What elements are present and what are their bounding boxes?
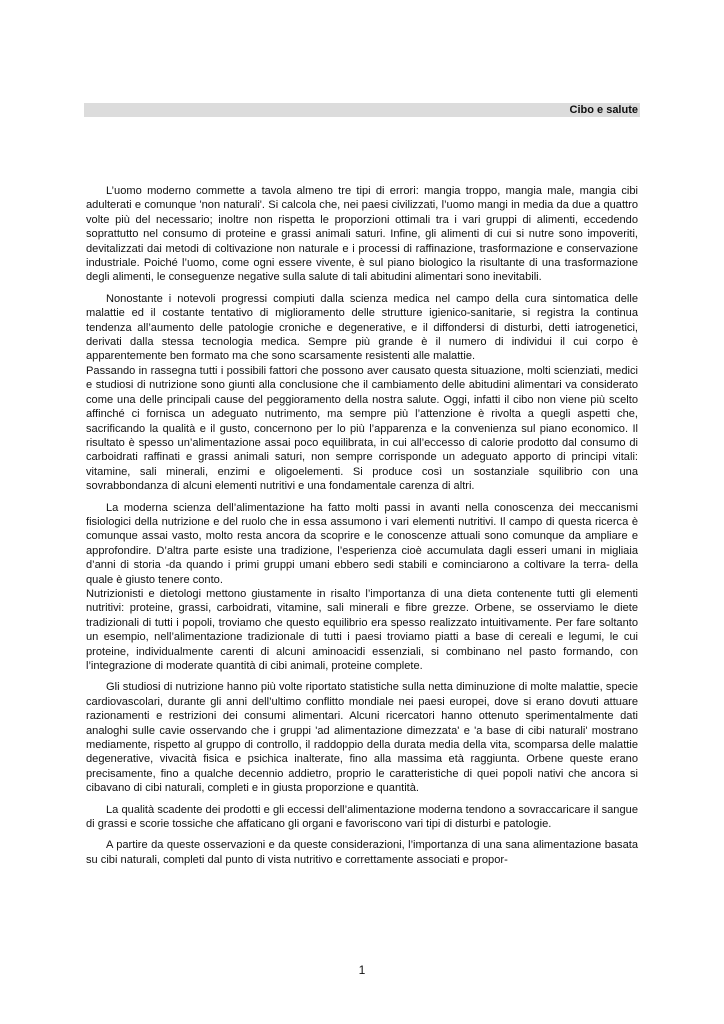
paragraph: Gli studiosi di nutrizione hanno più volte riportato statistiche sulla netta diminuzione di molte malattie, specie cardiovascolari, durante gli anni dell’ultimo conflitto mondiale nei paesi europei, dove si erano dovuti attuare razionamenti e restrizioni dei consumi alimentari. Alcuni ricercatori hanno ottenuto sperimentalmente dati analoghi sulle cavie osservando che i gruppi 'ad alimentazione dimezzata' e 'a base di cibi naturali' mostrano mediamente, rispetto al gruppo di controllo, il raddoppio della durata media della vita, scomparsa delle malattie degenerative, vivacità fisica e psichica inalterate, fino alla massima età raggiunta. Orbene queste erano precisamente, fino a qualche decennio addietro, proprio le caratteristiche di quei popoli nativi che ancora si cibavano di cibi naturali, completi e in giusta proporzione e quantità. (86, 681, 638, 795)
document-body (86, 184, 638, 874)
paragraph: L’uomo moderno commette a tavola almeno tre tipi di errori: mangia troppo, mangia male, mangia cibi adulterati e comunque 'non naturali'. Si calcola che, nei paesi civilizzati, l’uomo mangi in media da due a quattro volte più del necessario; inoltre non rispetta le proporzioni ottimali tra i vari gruppi di alimenti, eccedendo soprattutto nel consumo di proteine e grassi animali saturi. Infine, gli alimenti di cui si nutre sono impoveriti, devitalizzati dai metodi di coltivazione non naturale e i processi di raffinazione, trasformazione e conservazione industriale. Poiché l’uomo, come ogni essere vivente, è sul piano biologico la risultante di una trasformazione degli alimenti, le conseguenze negative sulla salute di tali abitudini alimentari sono inevitabili. (86, 185, 638, 284)
page-number: 1 (358, 963, 366, 977)
paragraph: Passando in rassegna tutti i possibili fattori che possono aver causato questa situazione, molti scienziati, medici e studiosi di nutrizione sono giunti alla conclusione che il cambiamento delle abitudini alimentari va considerato come una delle principali cause del peggioramento della nostra salute. Oggi, infatti il cibo non viene più scelto affinché ci fornisca un adeguato nutrimento, ma sempre più l’attenzione è rivolta a quegli aspetti che, sacrificando la qualità e il gusto, concernono per lo più l’apparenza e la convenienza sul piano economico. Il risultato è spesso un’alimentazione assai poco equilibrata, in cui all’eccesso di calorie prodotto dal consumo di carboidrati raffinati e grassi animali saturi, non sempre corrisponde un adeguato apporto di principi vitali: vitamine, sali minerali, enzimi e oligoelementi. Si produce così un sostanziale squilibrio con una sovrabbondanza di alcuni elementi nutritivi e una fondamentale carenza di altri. (86, 364, 638, 493)
paragraph: La moderna scienza dell’alimentazione ha fatto molti passi in avanti nella conoscenza dei meccanismi fisiologici della nutrizione e del ruolo che in essa assumono i vari elementi nutritivi. Il campo di questa ricerca è comunque assai vasto, molto resta ancora da scoprire e le conoscenze attuali sono comunque da ampliare e approfondire. D’altra parte esiste una tradizione, l’esperienza cioè accumulata dagli esseri umani in migliaia d’anni di storia -da quando i primi gruppi umani ebbero sedi stabili e cominciarono a coltivare la terra- della quale è giusto tenere conto. (86, 501, 638, 586)
header-bar (84, 103, 640, 117)
paragraph: Nonostante i notevoli progressi compiuti dalla scienza medica nel campo della cura sintomatica delle malattie ed il costante tentativo di miglioramento delle strutture igienico-sanitarie, si registra la continua tendenza all’aumento delle patologie croniche e degenerative, e il diffondersi di disturbi, detti iatrogenetici, derivati dalla stessa tecnologia medica. Sempre più grande è il numero di individui il cui corpo è apparentemente ben formato ma che sono scarsamente resistenti alle malattie. (86, 292, 638, 363)
running-header-title: Cibo e salute (569, 104, 638, 116)
paragraph: Nutrizionisti e dietologi mettono giustamente in risalto l’importanza di una dieta contenente tutti gli elementi nutritivi: proteine, grassi, carboidrati, vitamine, sali minerali e fibre grezze. Orbene, se osserviamo le diete tradizionali di tutti i popoli, troviamo che questo equilibrio era spesso realizzato intuitivamente. Per fare soltanto un esempio, nell’alimentazione tradizionale di tutti i paesi troviamo piatti a base di cereali e legumi, le cui proteine, individualmente carenti di alcuni aminoacidi essenziali, si combinano nel pasto formando, con l’integrazione di moderate quantità di cibi animali, proteine complete. (86, 587, 638, 672)
paragraph: La qualità scadente dei prodotti e gli eccessi dell’alimentazione moderna tendono a sovraccaricare il sangue di grassi e scorie tossiche che affaticano gli organi e favoriscono vari tipi di disturbi e patologie. (86, 803, 638, 831)
paragraph: A partire da queste osservazioni e da queste considerazioni, l’importanza di una sana alimentazione basata su cibi naturali, completi dal punto di vista nutritivo e correttamente associati e propor- (86, 839, 638, 866)
